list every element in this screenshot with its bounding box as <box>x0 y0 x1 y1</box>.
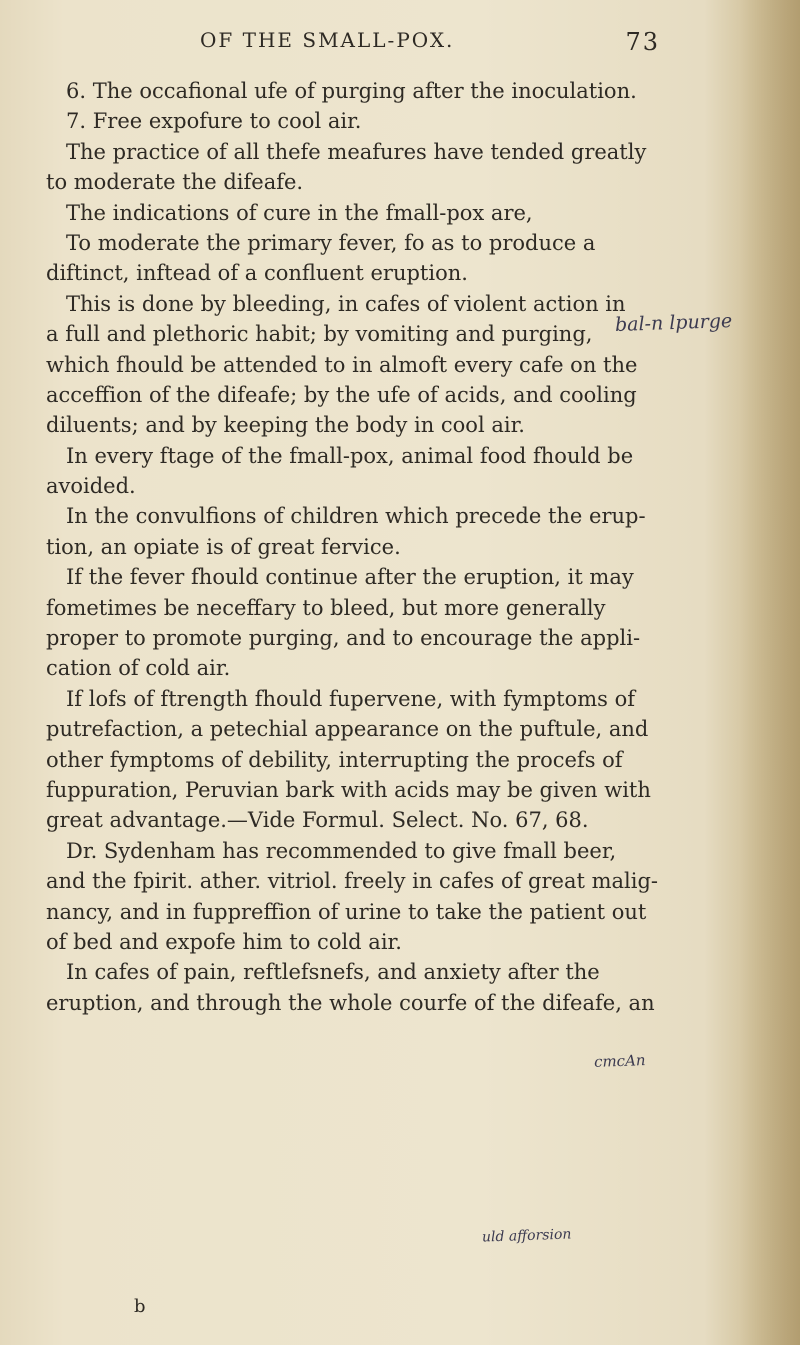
text-line: acceffion of the difeafe; by the ufe of acids, and cooling <box>46 382 637 407</box>
text-line: of bed and expofe him to cold air. <box>46 929 402 954</box>
page-number: 73 <box>625 28 660 56</box>
text-line: In cafes of pain, reftlefsnefs, and anxiety after the <box>66 960 600 985</box>
text-line: To moderate the primary fever, fo as to produce a <box>66 230 596 255</box>
text-line: diluents; and by keeping the body in cool air. <box>46 413 525 438</box>
text-line: tion, an opiate is of great fervice. <box>46 534 401 559</box>
text-line: If the fever fhould continue after the eruption, it may <box>66 565 634 590</box>
text-line: putrefaction, a petechial appearance on the puftule, and <box>46 717 649 742</box>
text-line: avoided. <box>46 474 136 499</box>
text-line: Dr. Sydenham has recommended to give fmall beer, <box>66 838 617 863</box>
text-line: fuppuration, Peruvian bark with acids may be given with <box>46 777 651 802</box>
text-line: In the convulfions of children which precede the erup- <box>66 504 646 529</box>
signature-mark: b <box>134 1296 146 1317</box>
body-text <box>46 76 658 1018</box>
text-line: The indications of cure in the fmall-pox are, <box>66 200 533 225</box>
text-line: The practice of all thefe meafures have tended greatly <box>66 139 647 164</box>
running-head <box>200 28 660 58</box>
text-line: fometimes be neceffary to bleed, but more generally <box>46 595 606 620</box>
text-line: other fymptoms of debility, interrupting the procefs of <box>46 747 623 772</box>
text-line: eruption, and through the whole courfe of the difeafe, an <box>46 990 655 1015</box>
text-line: 7. Free expofure to cool air. <box>66 109 362 134</box>
handwritten-note: bal-n lpurge <box>614 309 733 337</box>
text-line: In every ftage of the fmall-pox, animal food fhould be <box>66 443 634 468</box>
handwritten-note: cmcAn <box>593 1051 646 1071</box>
text-line: If lofs of ftrength fhould fupervene, with fymptoms of <box>66 686 635 711</box>
text-line: 6. The occafional ufe of purging after the inoculation. <box>66 79 637 103</box>
text-line: which fhould be attended to in almoft every cafe on the <box>46 352 638 377</box>
text-line: to moderate the difeafe. <box>46 170 304 195</box>
text-line: diftinct, inftead of a confluent eruption. <box>46 261 468 286</box>
text-line: This is done by bleeding, in cafes of violent action in <box>66 291 626 316</box>
text-line: and the fpirit. ather. vitriol. freely in cafes of great malig- <box>46 869 658 894</box>
handwritten-note: uld afforsion <box>481 1226 572 1246</box>
text-line: cation of cold air. <box>46 656 231 681</box>
text-line: a full and plethoric habit; by vomiting and purging, <box>46 322 593 347</box>
text-line: great advantage.—Vide Formul. Select. No. 67, 68. <box>46 808 589 833</box>
running-title: OF THE SMALL-POX. <box>200 28 455 52</box>
page-edge-shadow <box>740 0 800 1345</box>
text-line: proper to promote purging, and to encourage the appli- <box>46 626 641 651</box>
text-line: nancy, and in fuppreffion of urine to take the patient out <box>46 899 647 924</box>
